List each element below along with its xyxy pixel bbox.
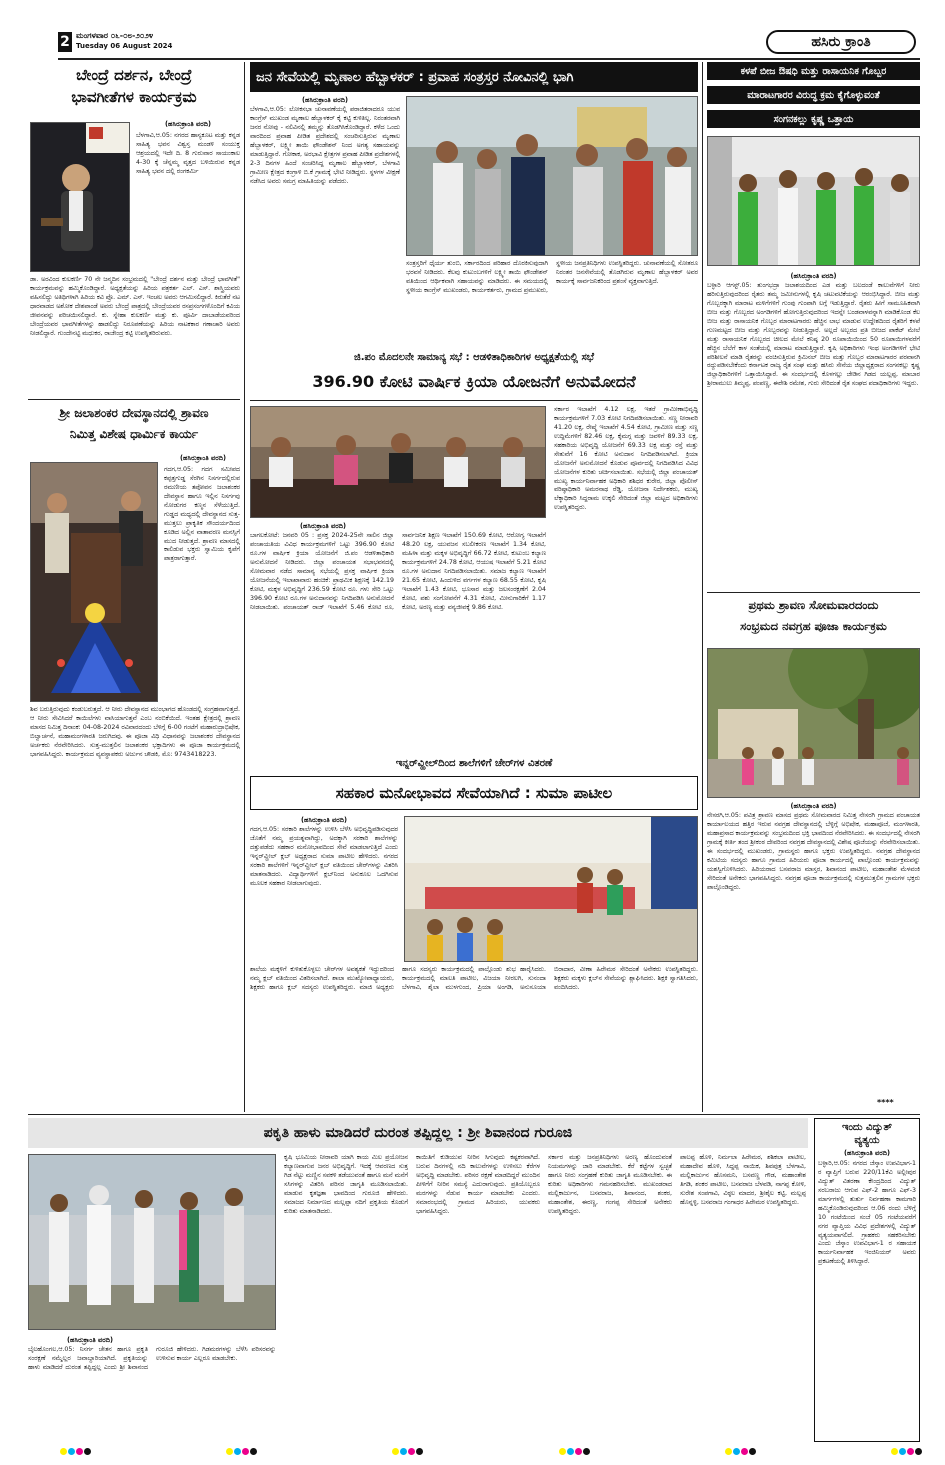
page-number: 2 [58,32,72,52]
date-english: Tuesday 06 August 2024 [76,42,173,50]
suma-text-beside-photo: ಗದಗ,ಆ.05: ಸರಕಾರಿ ಶಾಲೆಗಳನ್ನು ಉಳಿಸಿ ಬೆಳೆಸಿ ಅಭಿವೃದ್ಧಿಪಡಿಸುವುದರ ಜೊತೆಗೆ ನಮ್ಮ ಪ್ರಯತ್ನವಾಗಿದ್ದು, ಅದಕ್ಕಾಗಿ ಸರಕಾರಿ ಶಾಲೆಗಳನ್ನು ದತ್ತುಪಡೆದು ಸಹಕಾರ ಮನೋಭಾವದಿಂದ ಸೇವೆ ಮಾಡಲಾಗುತ್ತಿದೆ ಎಂದು ಇನ್ನರ್‌ವ್ಹೀಲ್ ಕ್ಲಬ್ ಅಧ್ಯಕ್ಷರಾದ ಸುಮಾ ಪಾಟೀಲ ಹೇಳಿದರು. ನಗರದ ಸರಕಾರಿ ಶಾಲೆಗಳಿಗೆ ಇನ್ನರ್‌ವ್ಹೀಲ್ ಕ್ಲಬ್ ವತಿಯಿಂದ ಚೇರ್‌ಗಳನ್ನು ವಿತರಿಸಿ ಮಾತನಾಡಿದರು. ವಿದ್ಯಾರ್ಥಿಗಳಿಗೆ ಕ್ಲಬ್‌ನಿಂದ ಅನುಕೂಲ ಒದಗಿಸುವ ಮೂಲಕ ಸಹಕಾರ ನೀಡಲಾಗುವುದು. [250,826,398,887]
article-seeds [707,132,920,592]
registration-group-2 [226,1448,257,1458]
headline-shivananda: ಪಕೃತಿ ಹಾಳು ಮಾಡಿದರೆ ದುರಂತ ತಪ್ಪಿದ್ದಲ್ಲ : ಶ್ರೀ ಶಿವಾನಂದ ಗುರೂಜಿ [28,1118,808,1148]
zp-photo [250,406,546,518]
shivananda-text-col3: ಕಾಯಿತಿಗೆ ಕುಡಿಯುವ ನೀರಿನ ಸಿಗುವುದು ಕಷ್ಟಕರವಾಗಿದೆ. ಬರುವ ದಿನಗಳಲ್ಲಿ ನದಿ ಕಾಲುವೆಗಳನ್ನು ಉಳಿಸಲು ಕೆರೆಗಳ ಅಭಿವೃದ್ಧಿ ಮಾಡಬೇಕು. ಪರಿಸರ ರಕ್ಷಣೆ ಮಾಡದಿದ್ದರೆ ಮುಂದಿನ ಪೀಳಿಗೆಗೆ ನೀರಿನ ಸಮಸ್ಯೆ ಎದುರಾಗುವುದು. ಪ್ರತಿಯೊಬ್ಬರೂ ಮರಗಳನ್ನು ನೆಡುವ ಕಾರ್ಯ ಮಾಡಬೇಕು ಎಂದರು. ಸಮಾರಂಭದಲ್ಲಿ ಗ್ರಾಮದ ಹಿರಿಯರು, ಯುವಕರು ಭಾಗವಹಿಸಿದ್ದರು. [416,1154,540,1215]
power-text: ಬಳ್ಳಾರಿ,ಆ.05: ನಗರದ ಜೆಸ್ಕಾಂ ಉಪವಿಭಾಗ-1 ರ ವ್ಯಾಪ್ತಿಗೆ ಬರುವ 220/11ಕೆವಿ ಅಲ್ಲೀಪುರ ವಿದ್ಯುತ್ ವಿತರಣಾ ಕೇಂದ್ರದಿಂದ ವಿದ್ಯುತ್ ಸರಬರಾಜು ಆಗುವ ಎಫ್-2 ಹಾಗೂ ಎಫ್-3 ಮಾರ್ಗಗಳಲ್ಲಿ ತುರ್ತು ನಿರ್ವಹಣಾ ಕಾಮಗಾರಿ ಹಮ್ಮಿಕೊಂಡಿರುವುದರಿಂದ ಆ.06 ರಂದು ಬೆಳಿಗ್ಗೆ 10 ಗಂಟೆಯಿಂದ ಸಂಜೆ 05 ಗಂಟೆಯವರೆಗೆ ನಗರ ವ್ಯಾಪ್ತಿಯ ವಿವಿಧ ಪ್ರದೇಶಗಳಲ್ಲಿ ವಿದ್ಯುತ್ ವ್ಯತ್ಯಯವಾಗಲಿದೆ. ಗ್ರಾಹಕರು ಸಹಕರಿಸಬೇಕು ಎಂದು ಜೆಸ್ಕಾಂ ಉಪವಿಭಾಗ-1 ರ ಸಹಾಯಕ ಕಾರ್ಯನಿರ್ವಾಹಕ ಇಂಜಿನಿಯರ್ ಅವರು ಪ್ರಕಟಣೆಯಲ್ಲಿ ತಿಳಿಸಿದ್ದಾರೆ. [818,1160,916,1266]
registration-group-1 [60,1448,91,1458]
article-suma [250,814,698,1114]
headline-power-2: ವ್ಯತ್ಯಯ [854,1135,880,1146]
headline-seeds-2: ಮಾರಾಟಗಾರರ ವಿರುದ್ಧ ಕ್ರಮ ಕೈಗೊಳ್ಳುವಂತೆ [707,86,920,104]
article-navagraha [707,596,920,1112]
headline-seeds-1: ಕಳಪೆ ಬೀಜ ಔಷಧಿ ಮತ್ತು ರಾಸಾಯನಿಕ ಗೊಬ್ಬರ [707,62,920,80]
article-power [814,1118,920,1442]
date-kannada: ಮಂಗಳವಾರ ೦೬-೦೮-೨೦೨೪ [76,31,154,40]
jalashankar-photo [30,462,158,702]
headline-bendre-2: ಭಾವಗೀತೆಗಳ ಕಾರ್ಯಕ್ರಮ [71,88,197,106]
byline-zp: (ಹಸಿರುಕ್ರಾಂತಿ ವರದಿ) [300,522,346,530]
headline-navagraha-1: ಪ್ರಥಮ ಶ್ರಾವಣ ಸೋಮವಾರದಂದು [748,598,879,612]
header-rule [58,58,920,60]
page-header [58,30,920,56]
article-bendre [28,62,240,397]
shivananda-text-col5: ಪಾಲಪ್ಪ ಹೊಳಿ, ನಿರ್ಮಲಾ ಹಿರೇಮಠ, ಶಶಿಕಲಾ ಪಾಟೀಲ, ಮಹಾದೇವ ಹೊಳಿ, ಸಿದ್ದಪ್ಪ ನಾಯಿಕ, ಶಿವಪುತ್ರ ಬೆಳಗಾವಿ, ಮಲ್ಲಿಕಾರ್ಜುನ ಹೊಸಮನಿ, ಬಸವಣ್ಣ ಗೌಡ, ಮಹಾಂತೇಶ ತಿಗಡಿ, ಶಂಕರ ಪಾಟೀಲ, ಬಸವರಾಜ ಬೆಳವಡಿ, ನಾಗಪ್ಪ ಕೋಳಿ, ಸುರೇಶ ಸಂಪಗಾವಿ, ವಿಠ್ಠಲ ಮಾದರ, ಶ್ರೀಶೈಲ ಕಟ್ಟಿ, ಮಲ್ಲಪ್ಪ ಹೊನ್ನಳ್ಳಿ, ಬಸವರಾಜ ಗಂಗಾಧರ ಹಿರೇಮಠ ಉಪಸ್ಥಿತರಿದ್ದರು. [680,1154,806,1206]
bendre-text-below-photo: ಡಾ. ಅರವಿಂದ ಕುಲಕರ್ಣಿ 70 ನೇ ಜನ್ಮದಿನ ಸಂಭ್ರಮದಲ್ಲಿ "ಬೇಂದ್ರೆ ದರ್ಶನ ಮತ್ತು ಬೇಂದ್ರೆ ಭಾವಗೀತೆ" ಕಾರ್ಯಕ್ರಮವನ್ನು ಹಮ್ಮಿಕೊಂಡಿದ್ದಾರೆ. ಅಧ್ಯಕ್ಷತೆಯನ್ನು ಹಿರಿಯ ಪತ್ರಕರ್ತ ಎಲ್. ಎಸ್. ಶಾಸ್ತ್ರಿಯವರು ವಹಿಸಲಿದ್ದು ಅತಿಥಿಗಳಾಗಿ ಹಿರಿಯ ಕವಿ ಪ್ರೊ. ಎಮ್. ಎಸ್. ಇಂಚಲ ಅವರು ಆಗಮಿಸಲಿದ್ದಾರೆ. ಕಿರುತೆರೆ ನಟ ಧಾರವಾಡದ ಅಶೋಕ ದೇಶಪಾಂಡೆ ಅವರು ಬೇಂದ್ರೆ ಪಾತ್ರದಲ್ಲಿ ಬೇಂದ್ರೆಯವರ ರಸಪ್ರಸಂಗಗಳೊಂದಿಗೆ ಕವಿಯ ಜೀವನವನ್ನು ಪರಿಚಯಿಸಲಿದ್ದಾರೆ. ಕು. ಸ್ನೇಹಾ ಕುಲಕರ್ಣಿ ಮತ್ತು ಕು. ಪೂರ್ವಿ ದಾಬಾಡೆಯವರಿಂದ ಬೇಂದ್ರೆಯವರ ಭಾವಗೀತೆಗಳನ್ನು ಹಾಡಲಿದ್ದು ನಿರೂಪಣೆಯನ್ನು ಹಿರಿಯ ನಾಟಕಕಾರ ಗಣಾಚಾರಿ ಅವರು ನೀಡಲಿದ್ದಾರೆ. ಗುಂದೇನಟ್ಟಿ ಮಧುಕರ, ರಾಜೇಂದ್ರ ಕಟ್ಟಿ ಉಪಸ್ಥಿತರಿರುವರು. [30,276,240,337]
headline-suma-box [250,776,698,810]
suma-photo [404,816,698,962]
column-divider-left [244,62,245,1112]
headline-jalashankar-2: ನಿಮಿತ್ತ ವಿಶೇಷ ಧಾರ್ಮಿಕ ಕಾರ್ಯ [69,427,199,441]
shivananda-text-col2: ಕೃಷಿ ಭೂಮಿಯ ನೀರಾವರಿ ಯಾಗಿ ಕಾಯ ಮಿಲ ಪ್ರಯೋಜನ ಕಲ್ಯಾಣವಾಗುವ ಜನರ ಅಭಿವೃದ್ಧಿಗೆ. ಇದಕ್ಕೆ ಆವರಣದ ಸುತ್ತ ಗಿಡ ನೆಟ್ಟು ಮಣ್ಣಿನ ಸವಕಳಿ ತಡೆಯುವಂತೆ ಹಾಗೂ ಮನೆ ಮನೆಗೆ ಸಸಿಗಳನ್ನು ವಿತರಿಸಿ ಪರಿಸರ ಜಾಗೃತಿ ಮೂಡಿಸಲಾಯಿತು. ಮಾಡುವ ಕೃತಜ್ಞತಾ ಭಾವದಿಂದ ಗುರೂಜಿ ಹೇಳಿದರು. ಸಮಾಜದ ನಿರ್ಮಾಣದ ಮಲ್ಲಪ್ಪಾ ನದಿಗೆ ಪ್ರಕೃತಿಯ ಕೊಡುಗೆ ಕುರಿತು ಮಾತನಾಡಿದರು. [284,1154,408,1215]
divider-seeds [707,592,920,593]
byline-shivananda: (ಹಸಿರುಕ್ರಾಂತಿ ವರದಿ) [67,1336,113,1344]
seeds-text: ಬಳ್ಳಾರಿ ಆಗಸ್ಟ್.05: ತುಂಗಭದ್ರಾ ಜಲಾಶಯದಿಂದ ಎಡ ಮತ್ತು ಬಲದಂಡೆ ಕಾಲುವೆಗಳಿಗೆ ನೀರು ಹರಿಸುತ್ತಿರುವುದರಿಂದ ರೈತರು ತಮ್ಮ ಜಮೀನುಗಳಲ್ಲಿ ಕೃಷಿ ಚಟುವಟಿಕೆಯನ್ನು ಆರಂಭಿಸಿದ್ದಾರೆ. ಬೀಜ ಮತ್ತು ಗೊಬ್ಬರಕ್ಕಾಗಿ ಮಾರಾಟ ಮಳಿಗೆಗಳಿಗೆ ಗುಂಪು ಗುಂಪಾಗಿ ಲಗ್ಗೆ ಇಡುತ್ತಿದ್ದಾರೆ. ರೈತರು ಹೀಗೆ ಸಾಮೂಹಿಕವಾಗಿ ಬೀಜ ಮತ್ತು ಗೊಬ್ಬರದ ಅಂಗಡಿಗಳಿಗೆ ಹೋಗುತ್ತಿರುವುದರಿಂದ ಇದನ್ನೇ ಬಂಡವಾಳವನ್ನಾಗಿ ಮಾಡಿಕೊಂಡ ಕೆಲ ಬೀಜ ಮತ್ತು ರಾಸಾಯನಿಕ ಗೊಬ್ಬರ ಮಾರಾಟಗಾರರು ಹೆಚ್ಚಿನ ಲಾಭ ಮಾಡುವ ಉದ್ದೇಶದಿಂದ ರೈತರಿಗೆ ಕಳಪೆ ಗುಣಮಟ್ಟದ ಬೀಜ ಮತ್ತು ಗೊಬ್ಬರವನ್ನು ನೀಡುತ್ತಿದ್ದಾರೆ. ಅಲ್ಲದೆ ಅಬ್ಬರದ ಪ್ರತಿ ಬೀಜದ ಪಾಕೆಟ್ ಮೇಲೆ ಮತ್ತು ರಾಸಾಯನಿಕ ಗೊಬ್ಬರದ ಚೀಲದ ಮೇಲೆ ಕನಿಷ್ಠ 20 ರೂಪಾಯಿಯಿಂದ 50 ರೂಪಾಯಿಗಳವರೆಗೆ ಹೆಚ್ಚಿನ ಬೆಲೆಗೆ ಕಾಳ ಸಂತೆಯಲ್ಲಿ ಮಾರಾಟ ಮಾಡುತ್ತಿದ್ದಾರೆ. ಕೃಷಿ ಅಧಿಕಾರಿಗಳು ಇಂಥ ಅಂಗಡಿಗಳಿಗೆ ಭೇಟಿ ಪರಿಶೀಲನೆ ಮಾಡಿ ರೈತರನ್ನು ವಂಚಿಸುತ್ತಿರುವ ಕ್ರಿಮಿನಲ್ ಬೀಜ ಮತ್ತು ಗೊಬ್ಬರ ಮಾರಾಟಗಾರರ ಪರವಾನಗಿ ರದ್ದುಪಡಿಸಬೇಕೆಂದು ಕರ್ನಾಟಕ ರಾಜ್ಯ ರೈತ ಸಂಘ ಮತ್ತು ಹಸಿರು ಸೇನೆಯ ಜಿಲ್ಲಾಧ್ಯಕ್ಷರಾದ ಸಂಗನಕಲ್ಲು ಕೃಷ್ಣ ಜಿಲ್ಲಾಧಿಕಾರಿಗಳಿಗೆ ಒತ್ತಾಯಿಸಿದ್ದಾರೆ. ಈ ಸಂದರ್ಭದಲ್ಲಿ ಕೊಳಗಲ್ಲು ಜೇಡಿನ ಗಿಡದ ಯಲ್ಲಪ್ಪ, ಮಾಬಾರ ಶ್ರೀರಾಮುಲು ತಿಮ್ಮಪ್ಪ, ಪಂಪಣ್ಣ, ಈರೇಶಿ ರಮೇಶ, ಗುರು ಸೇರಿದಂತೆ ರೈತ ಸಂಘದ ಪದಾಧಿಕಾರಿಗಳು ಇದ್ದರು. [707,282,920,388]
zp-text-left: ಬಾಗಲಕೋಟೆ: ಜನವರಿ 05 : ಪ್ರಸಕ್ತ 2024-25ನೇ ಸಾಲಿನ ಜಿಲ್ಲಾ ಪಂಚಾಯತಿಯ ವಿವಿಧ ಕಾರ್ಯಕ್ರಮಗಳಿಗೆ ಒಟ್ಟು 396.90 ಕೋಟಿ ರೂ.ಗಳ ವಾರ್ಷಿಕ ಕ್ರಿಯಾ ಯೋಜನೆಗೆ ಜಿ.ಪಂ ಆಡಳಿತಾಧಿಕಾರಿ ಅನುಮೋದನೆ ನೀಡಿದರು. ಜಿಲ್ಲಾ ಪಂಚಾಯತ ಸಭಾಭವನದಲ್ಲಿ ಸೋಮವಾರ ನಡೆದ ಸಾಮಾನ್ಯ ಸಭೆಯಲ್ಲಿ ಪ್ರಸಕ್ತ ವಾರ್ಷಿಕ ಕ್ರಿಯಾ ಯೋಜನೆಯಲ್ಲಿ ಇಲಾಖಾವಾರು ಹಂಚಿಕೆ: ಪ್ರಾಥಮಿಕ ಶಿಕ್ಷಣಕ್ಕೆ 142.19 ಕೋಟಿ, ಮಕ್ಕಳ ಅಭಿವೃದ್ಧಿಗೆ 236.59 ಕೋಟಿ ರೂ. ಗಳು ಸೇರಿ ಒಟ್ಟು 396.90 ಕೋಟಿ ರೂ.ಗಳ ಅನುದಾನವನ್ನು ನಿಗದಿಪಡಿಸಿ ಅನುಮೋದನೆ ನೀಡಲಾಯಿತು. ಪಂಚಾಯತ್ ರಾಜ್ ಇಲಾಖೆಗೆ 5.46 ಕೋಟಿ ರೂ, ಸಾರ್ವಜನಿಕ ಶಿಕ್ಷಣ ಇಲಾಖೆಗೆ 150.69 ಕೋಟಿ, ಆರೋಗ್ಯ ಇಲಾಖೆಗೆ 48.20 ಲಕ್ಷ, ಯುವಜನ ಸಬಲೀಕರಣ ಇಲಾಖೆಗೆ 1.34 ಕೋಟಿ, ಮಹಿಳಾ ಮತ್ತು ಮಕ್ಕಳ ಅಭಿವೃದ್ಧಿಗೆ 66.72 ಕೋಟಿ, ಕುಟುಂಬ ಕಲ್ಯಾಣ ಕಾರ್ಯಕ್ರಮಗಳಿಗೆ 24.78 ಕೋಟಿ, ಆಯುಷ ಇಲಾಖೆಗೆ 5.21 ಕೋಟಿ ರೂ.ಗಳ ಅನುದಾನ ನಿಗದಿಪಡಿಸಲಾಯಿತು. ಸಮಾಜ ಕಲ್ಯಾಣ ಇಲಾಖೆಗೆ 21.65 ಕೋಟಿ, ಹಿಂದುಳಿದ ವರ್ಗಗಳ ಕಲ್ಯಾಣ 68.55 ಕೋಟಿ, ಕೃಷಿ ಇಲಾಖೆಗೆ 1.43 ಕೋಟಿ, ಭೂಸಾರ ಮತ್ತು ಜಲಸಂರಕ್ಷಣೆಗೆ 2.04 ಕೋಟಿ, ಪಶು ಸಂಗೋಪನೆಗೆ 4.31 ಕೋಟಿ, ಮೀನುಗಾರಿಕೆಗೆ 1.17 ಕೋಟಿ, ಅರಣ್ಯ ಮತ್ತು ವನ್ಯಜೀವಕ್ಕೆ 9.86 ಕೋಟಿ. [250,532,546,611]
registration-group-6 [891,1448,922,1458]
jalashankar-text-below-photo: ಶಿವ ಬರುತ್ತಿರುವುದು ಕಂಡುಬರುತ್ತದೆ. ಆ ನೀರು ದೇವಸ್ಥಾನದ ಮುಂಭಾಗದ ಹೊಂಡದಲ್ಲಿ ಸಂಗ್ರಹವಾಗುತ್ತದೆ. ಆ ನೀರು ಸೇವಿಸಿದರೆ ಕಾಯಿಲೆಗಳು ವಾಸಿಯಾಗುತ್ತವೆ ಎಂಬ ನಂಬಿಕೆಯಿದೆ. ಇಂತಹ ಕ್ಷೇತ್ರದಲ್ಲಿ ಶ್ರಾವಣ ಮಾಸದ ನಿಮಿತ್ತ ದಿನಾಂಕ: 04-08-2024 ರವಿವಾರದಂದು ಬೆಳಿಗ್ಗೆ 6-00 ಗಂಟೆಗೆ ಮಹಾರುದ್ರಾಭಿಷೇಕ, ಬಿಲ್ವಾರ್ಚನೆ, ಮಹಾಮಂಗಳಾರತಿ ಜರುಗಿದವು. ಈ ಪೂಜಾ ವಿಧಿ ವಿಧಾನವನ್ನು ಜಲಾಶಂಕರ ದೇವಸ್ಥಾನದ ಅರ್ಚಕರು ನೆರವೇರಿಸಿದರು. ಸುತ್ತ-ಮುತ್ತಲಿನ ಜಲಾಶಂಕರ ಭಕ್ತಾದಿಗಳು ಈ ಪೂಜಾ ಕಾರ್ಯಕ್ರಮದಲ್ಲಿ ಭಾಗವಹಿಸಿದ್ದರು. ಕಾರ್ಯಕ್ರಮದ ವ್ಯವಸ್ಥಾಪಕರು ಅರ್ಜುನ ಚೌಡಕಿ, ಮೊ: 9743418223. [30,706,240,758]
navagraha-text: ನೇಸರಗಿ,ಆ.05: ಪವಿತ್ರ ಶ್ರಾವಣ ಮಾಸದ ಪ್ರಥಮ ಸೋಮವಾರದ ನಿಮಿತ್ತ ನೇಸರಗಿ ಗ್ರಾಮದ ಪಂಚಾಯತ ಕಾರ್ಯಾಲಯದ ಹತ್ತಿರ ಇರುವ ನವಗ್ರಹ ದೇವಸ್ಥಾನದಲ್ಲಿ ಬೆಳ್ಳಿಗ್ಗೆ ಅಭಿಷೇಕ, ಮಹಾಪೂಜೆ, ಮಂಗಳಾರತಿ, ಮಹಾಪ್ರಸಾದ ಕಾರ್ಯಕ್ರಮವನ್ನು ಸಂಭ್ರಮದಿಂದ ಭಕ್ತಿ ಭಾವದಿಂದ ನೆರವೇರಿಸಿದರು. ಈ ಸಂದರ್ಭದಲ್ಲಿ ನೇಸರಗಿ ಗ್ರಾಮಕ್ಕೆ ಕೀರ್ತಿ ತಂದ ಶ್ರೀಕಂಠ ದೇವರಿಂದ ನವಗ್ರಹ ದೇವಸ್ಥಾನದಲ್ಲಿ ವಿಶೇಷ ಪೂಜೆಯನ್ನು ನೆರವೇರಿಸಲಾಯಿತು. ಈ ಸಂದರ್ಭದಲ್ಲಿ ಮುಖಂಡರು, ಗ್ರಾಮಸ್ಥರು ಹಾಗೂ ಭಕ್ತರು ಉಪಸ್ಥಿತರಿದ್ದರು. ನವಗ್ರಹ ದೇವಸ್ಥಾನದ ಕಮಿಟಿಯ ಸದಸ್ಯರು ಹಾಗೂ ಗ್ರಾಮದ ಹಿರಿಯರು ಪೂಜಾ ಕಾರ್ಯದಲ್ಲಿ ಪಾಲ್ಗೊಂಡು ಕಾರ್ಯಕ್ರಮವನ್ನು ಯಶಸ್ವಿಗೊಳಿಸಿದರು. ಹಿರಿಯರಾದ ಬಸವರಾಜ ಮಾಸ್ತರ, ಶಿವಾನಂದ ಪಾಟೀಲ, ಮಹಾಂತೇಶ ಮೆಳವಂಕಿ ಸೇರಿದಂತೆ ಅನೇಕರು ಭಾಗವಹಿಸಿದ್ದರು. ನವಗ್ರಹ ಪೂಜಾ ಕಾರ್ಯಕ್ರಮದಲ್ಲಿ ಸುತ್ತಮುತ್ತಲಿನ ಗ್ರಾಮಗಳ ಭಕ್ತರು ಪಾಲ್ಗೊಂಡಿದ್ದರು. [707,812,920,891]
suma-text-bottom: ಶಾಲೆಯ ಮಕ್ಕಳಿಗೆ ಕುಳಿತುಕೊಳ್ಳಲು ಚೇರ್‌ಗಳ ಅವಶ್ಯಕತೆ ಇದ್ದುದರಿಂದ ನಮ್ಮ ಕ್ಲಬ್ ವತಿಯಿಂದ ವಿತರಿಸಲಾಗಿದೆ. ಶಾಲಾ ಮುಖ್ಯೋಪಾಧ್ಯಾಯರು, ಶಿಕ್ಷಕರು ಹಾಗೂ ಕ್ಲಬ್ ಸದಸ್ಯರು ಉಪಸ್ಥಿತರಿದ್ದರು. ಮಾಜಿ ಅಧ್ಯಕ್ಷರು ಹಾಗೂ ಸದಸ್ಯರು ಕಾರ್ಯಕ್ರಮದಲ್ಲಿ ಪಾಲ್ಗೊಂಡು ಶುಭ ಹಾರೈಸಿದರು. ಕಾರ್ಯಕ್ರಮದಲ್ಲಿ ಮಾಲತಿ ಪಾಟೀಲ, ವಿಜಯಾ ನೀರಲಗಿ, ಸುನಂದಾ ಬೆಳಗಾವಿ, ಶೈಲಾ ಮುಳಗುಂದ, ಪ್ರಿಯಾ ಅಂಗಡಿ, ಅನುಸೂಯಾ ಬಿರಾದಾರ, ವೀಣಾ ಹಿರೇಮಠ ಸೇರಿದಂತೆ ಅನೇಕರು ಉಪಸ್ಥಿತರಿದ್ದರು. ಶಿಕ್ಷಕರು ಮಕ್ಕಳು ಕ್ಲಬ್‌ನ ಸೇವೆಯನ್ನು ಶ್ಲಾಘಿಸಿದರು. ಶಿಕ್ಷಕಿ ಸ್ವಾಗತಿಸಿದರು, ವಂದಿಸಿದರು. [250,966,698,991]
headline-jalashankar-1: ಶ್ರೀ ಜಲಾಶಂಕರ ದೇವಸ್ಥಾನದಲ್ಲಿ ಶ್ರಾವಣ [59,406,209,420]
kicker-suma: ಇನ್ನರ್‌ವ್ಹೀಲ್‌ದಿಂದ ಶಾಲೆಗಳಿಗೆ ಚೇರ್‌ಗಳ ವಿತರಣೆ [395,758,553,769]
headline-navagraha-2: ಸಂಭ್ರಮದ ನವಗ್ರಹ ಪೂಜಾ ಕಾರ್ಯಕ್ರಮ [740,619,887,633]
divider-bottom [28,1114,920,1115]
headline-mrunal: ಜನ ಸೇವೆಯಲ್ಲಿ ಮೃಣಾಲ ಹೆಬ್ಬಾಳಕರ್ : ಪ್ರವಾಹ ಸಂತ್ರಸ್ತರ ನೋವಿನಲ್ಲಿ ಭಾಗಿ [250,62,698,92]
byline-bendre: (ಹಸಿರುಕ್ರಾಂತಿ ವರದಿ) [165,120,211,128]
registration-group-5 [725,1448,756,1458]
divider-bendre [28,399,240,400]
article-mrunal [250,94,698,340]
byline-navagraha: (ಹಸಿರುಕ್ರಾಂತಿ ವರದಿ) [790,802,837,810]
byline-seeds: (ಹಸಿರುಕ್ರಾಂತಿ ವರದಿ) [790,272,837,280]
byline-suma: (ಹಸಿರುಕ್ರಾಂತಿ ವರದಿ) [301,816,347,824]
byline-jalashankar: (ಹಸಿರುಕ್ರಾಂತಿ ವರದಿ) [180,454,226,462]
headline-power-1: ಇಂದು ವಿದ್ಯುತ್ [841,1122,893,1133]
navagraha-photo [707,648,920,798]
mrunal-photo [406,96,698,256]
byline-power: (ಹಸಿರುಕ್ರಾಂತಿ ವರದಿ) [844,1149,890,1157]
registration-marks [60,1448,922,1458]
shivananda-text-below-photo: ಬೈಲಹೊಂಗಲ,ಆ.05: ನಿಸರ್ಗ ಚೇತನ ಹಾಗೂ ಪ್ರಕೃತಿ ಸಂರಕ್ಷಣೆ ನಮ್ಮೆಲ್ಲರ ಜವಾಬ್ದಾರಿಯಾಗಿದೆ. ಪ್ರಕೃತಿಯನ್ನು ಹಾಳು ಮಾಡಿದರೆ ದುರಂತ ತಪ್ಪಿದ್ದಲ್ಲ ಎಂದು ಶ್ರೀ ಶಿವಾನಂದ ಗುರೂಜಿ ಹೇಳಿದರು. ಗಿಡಮರಗಳನ್ನು ಬೆಳೆಸಿ ಪರಿಸರವನ್ನು ಉಳಿಸುವ ಕಾರ್ಯ ಎಲ್ಲರೂ ಮಾಡಬೇಕು. [28,1346,276,1371]
mrunal-text-left: ಬೆಳಗಾವಿ,ಆ.05: ಲೋಕಸಭಾ ಚುನಾವಣೆಯಲ್ಲಿ ಪರಾಜಿತರಾದರೂ ಯುವ ಕಾಂಗ್ರೆಸ್ ಮುಖಂಡ ಮೃಣಾಲ ಹೆಬ್ಬಾಳಕರ್ ಕೈ ಕಟ್ಟಿ ಕುಳಿತಿಲ್ಲ. ನಿರಂತರವಾಗಿ ಜನರ ನೋವು - ನಲಿವಿನಲ್ಲಿ ತಮ್ಮನ್ನು ತೊಡಗಿಸಿಕೊಂಡಿದ್ದಾರೆ. ಕಳೆದ ಒಂದು ವಾರದಿಂದ ಪ್ರವಾಹ ಪೀಡಿತ ಪ್ರದೇಶದಲ್ಲಿ ಸಂಚರಿಸುತ್ತಿರುವ ಮೃಣಾಲ ಹೆಬ್ಬಾಳಕರ್, ಲಕ್ಷ್ಮೀ ತಾಯಿ ಫೌಂಡೇಶನ್ ನಿಂದ ಅಗತ್ಯ ಸಹಾಯವನ್ನು ಮಾಡುತ್ತಿದ್ದಾರೆ. ಗೋಕಾಕ, ಅರಭಾವಿ ಕ್ಷೇತ್ರಗಳ ಪ್ರವಾಹ ಪೀಡಿತ ಪ್ರದೇಶಗಳಲ್ಲಿ 2-3 ದಿನಗಳ ಹಿಂದೆ ಸಂಚರಿಸಿದ್ದ ಮೃಣಾಲ ಹೆಬ್ಬಾಳಕರ್, ಬೆಳಗಾವಿ ಗ್ರಾಮೀಣ ಕ್ಷೇತ್ರದ ಕಂಗ್ರಾಳಿ ಬಿ.ಕೆ ಗ್ರಾಮಕ್ಕೆ ಭೇಟಿ ನೀಡಿದ್ದರು. ಸ್ಥಳಗಳ ವೀಕ್ಷಣೆ ನಡೆಸಿದ ಅವರು ಸಮಗ್ರ ಮಾಹಿತಿಯನ್ನು ಪಡೆದರು. [250,106,400,185]
headline-suma: ಸಹಕಾರ ಮನೋಭಾವದ ಸೇವೆಯಾಗಿದೆ : ಸುಮಾ ಪಾಟೀಲ [335,784,613,802]
headline-seeds-3: ಸಂಗನಕಲ್ಲು ಕೃಷ್ಣ ಒತ್ತಾಯ [707,110,920,128]
bendre-photo [30,122,130,272]
navagraha-end-mark: **** [877,1098,894,1107]
article-shivananda [28,1152,808,1442]
column-divider-right [702,62,703,1112]
mrunal-text-right: ಸಂತ್ರಸ್ತರಿಗೆ ಧೈರ್ಯ ತುಂಬಿ, ಸರ್ಕಾರದಿಂದ ಪರಿಹಾರ ದೊರಕಿಸುವುದಾಗಿ ಭರವಸೆ ನೀಡಿದರು. ಕೆಲವು ಕುಟುಂಬಗಳಿಗೆ ಲಕ್ಷ್ಮೀ ತಾಯಿ ಫೌಂಡೇಶನ್ ವತಿಯಿಂದ ಆರ್ಥಿಕವಾಗಿ ಸಹಾಯವನ್ನು ಮಾಡಿದರು. ಈ ಸಮಯದಲ್ಲಿ ಸ್ಥಳೀಯ ಕಾಂಗ್ರೆಸ್ ಮುಖಂಡರು, ಕಾರ್ಯಕರ್ತರು, ಗ್ರಾಮದ ಪ್ರಮುಖರು, ಸ್ಥಳೀಯ ಜನಪ್ರತಿನಿಧಿಗಳು ಉಪಸ್ಥಿತರಿದ್ದರು. ಚುನಾವಣೆಯಲ್ಲಿ ಸೋತರೂ ನಿರಂತರ ಜನಸೇವೆಯಲ್ಲಿ ತೊಡಗಿರುವ ಮೃಣಾಲ ಹೆಬ್ಬಾಳಕರ್ ಅವರ ಕಾರ್ಯಕ್ಕೆ ಸಾರ್ವಜನಿಕರಿಂದ ಪ್ರಶಂಸೆ ವ್ಯಕ್ತವಾಗುತ್ತಿದೆ. [406,260,698,294]
jalashankar-text-beside-photo: ಗದಗ,ಆ.05: ಗದಗ ಸಮೀಪದ ಕಪ್ಪತ್ತಗುಡ್ಡ ಸೆರಗಿನ ನಿಸರ್ಗದಲ್ಲಿರುವ ರಮಣೀಯ ತಪೋವನ ಜಲಾಶಂಕರ ದೇವಸ್ಥಾನ ಹಾಗೂ ಇಲ್ಲಿನ ನಿಸರ್ಗವು ನೋಡುಗರ ಕಣ್ಮನ ಸೆಳೆಯುತ್ತಿದೆ. ಗುಡ್ಡದ ಮಧ್ಯದಲ್ಲಿ ದೇವಸ್ಥಾನದ ಸುತ್ತ-ಮುತ್ತಲು ಪ್ರಾಕೃತಿಕ ಸೌಂದರ್ಯದಿಂದ ಕೂಡಿದ ಅಲ್ಲಿನ ವಾತಾವರಣ ಮನಸ್ಸಿಗೆ ಮುದ ನೀಡುತ್ತದೆ. ಶ್ರಾವಣ ಮಾಸದಲ್ಲಿ ಕಾಲಿಡುವ ಭಕ್ತರು ಸ್ವಾಮಿಯ ಕೃಪೆಗೆ ಪಾತ್ರರಾಗುತ್ತಾರೆ. [164,466,240,563]
registration-group-4 [559,1448,590,1458]
registration-group-3 [392,1448,423,1458]
byline-mrunal: (ಹಸಿರುಕ್ರಾಂತಿ ವರದಿ) [302,96,348,104]
zp-text-right: ಸರ್ಕಾರ ಇಲಾಖೆಗೆ 4.12 ಲಕ್ಷ, ಇತರೆ ಗ್ರಾಮೀಣಾಭಿವೃದ್ಧಿ ಕಾರ್ಯಕ್ರಮಗಳಿಗೆ 7.03 ಕೋಟಿ ನಿಗದಿಪಡಿಸಲಾಯಿತು. ಸಣ್ಣ ನೀರಾವರಿ 41.20 ಲಕ್ಷ, ರೇಷ್ಮೆ ಇಲಾಖೆಗೆ 4.54 ಕೋಟಿ, ಗ್ರಾಮೀಣ ಮತ್ತು ಸಣ್ಣ ಉದ್ದಿಮೆಗಳಿಗೆ 82.46 ಲಕ್ಷ, ಕೈಮಗ್ಗ ಮತ್ತು ಜವಳಿಗೆ 89.33 ಲಕ್ಷ, ಸಹಕಾರಿಯ ಅಭಿವೃದ್ಧಿ ಯೋಜನೆಗೆ 69.33 ಲಕ್ಷ ಮತ್ತು ರಸ್ತೆ ಮತ್ತು ಸೇತುವೆಗೆ 16 ಕೋಟಿ ಅನುದಾನ ನಿಗದಿಪಡಿಸಲಾಗಿದೆ. ಕ್ರಿಯಾ ಯೋಜನೆಗೆ ಅನುಮೋದನೆ ಕೊಡುವ ಪೂರ್ವದಲ್ಲಿ ನಿಗದಿಪಡಿಸಿದ ವಿವಿಧ ಯೋಜನೆಗಳ ಕುರಿತು ಚರ್ಚಿಸಲಾಯಿತು. ಸಭೆಯಲ್ಲಿ ಜಿಲ್ಲಾ ಪಂಚಾಯತ್ ಮುಖ್ಯ ಕಾರ್ಯನಿರ್ವಾಹಕ ಅಧಿಕಾರಿ ಶಶಿಧರ ಕುರೇರ, ಜಿಲ್ಲಾ ಪೊಲೀಸ್ ವರಿಷ್ಠಾಧಿಕಾರಿ ಅಮರನಾಥ ರೆಡ್ಡಿ, ಯೋಜನಾ ನಿರ್ದೇಶಕರು, ಮುಖ್ಯ ಲೆಕ್ಕಾಧಿಕಾರಿ ಸಿದ್ದರಾಮ ಉಕ್ಕಲಿ ಸೇರಿದಂತೆ ಜಿಲ್ಲಾ ಮಟ್ಟದ ಅಧಿಕಾರಿಗಳು ಉಪಸ್ಥಿತರಿದ್ದರು. [554,406,698,512]
article-jalashankar [28,402,240,1112]
seeds-photo [707,136,920,266]
masthead: ಹಸಿರು ಕ್ರಾಂತಿ [766,30,916,54]
shivananda-photo [28,1154,276,1330]
headline-zp: 396.90 ಕೋಟಿ ವಾರ್ಷಿಕ ಕ್ರಿಯಾ ಯೋಜನೆಗೆ ಅನುಮೋದನೆ [312,372,636,391]
headline-bendre-1: ಬೇಂದ್ರೆ ದರ್ಶನ, ಬೇಂದ್ರೆ [76,66,192,84]
article-zp [250,404,698,754]
zp-rule [250,400,698,401]
shivananda-text-col4: ಸರ್ಕಾರ ಮತ್ತು ಜನಪ್ರತಿನಿಧಿಗಳು ಅರಣ್ಯ ಹೊಂದುವಂತೆ ನಿಯಮಗಳನ್ನು ಜಾರಿ ಮಾಡಬೇಕು. ಕೆರೆ ಕಟ್ಟೆಗಳ ಸ್ವಚ್ಛತೆ ಹಾಗೂ ನೀರು ಸಂಗ್ರಹಣೆ ಕುರಿತು ಜಾಗೃತಿ ಮೂಡಿಸಬೇಕು. ಈ ಕುರಿತು ಅಧಿಕಾರಿಗಳು ಗಮನಹರಿಸಬೇಕು. ಮುಖಂಡರಾದ ಮಲ್ಲಿಕಾರ್ಜುನ, ಬಸವರಾಜ, ಶಿವಾನಂದ, ಶಂಕರ, ಮಹಾಂತೇಶ, ಈರಣ್ಣ, ಗಂಗಪ್ಪ ಸೇರಿದಂತೆ ಅನೇಕರು ಉಪಸ್ಥಿತರಿದ್ದರು. [548,1154,672,1215]
kicker-zp: ಜಿ.ಪಂ ಮೊದಲನೇ ಸಾಮಾನ್ಯ ಸಭೆ : ಆಡಳಿತಾಧಿಕಾರಿಗಳ ಅಧ್ಯಕ್ಷತೆಯಲ್ಲಿ ಸಭೆ [354,352,594,363]
bendre-text-beside-photo: ಬೆಳಗಾವಿ,ಆ.05: ನಗರದ ಹಾಸ್ಯಕೂಟ ಮತ್ತು ಕನ್ನಡ ಸಾಹಿತ್ಯ ಭವನ ವಿಶ್ವಸ್ತ ಮಂಡಳಿ ಸಂಯುಕ್ತ ಆಶ್ರಯದಲ್ಲಿ ಇದೇ ದಿ. 8 ಗುರುವಾರ ಸಾಯಂಕಾಲ 4-30 ಕ್ಕೆ ಚೆನ್ನಮ್ಮ ವೃತ್ತದ ಬಳಿಯಿರುವ ಕನ್ನಡ ಸಾಹಿತ್ಯ ಭವನ ದಲ್ಲಿ ರಂಗಕರ್ಮಿ [136,132,240,175]
